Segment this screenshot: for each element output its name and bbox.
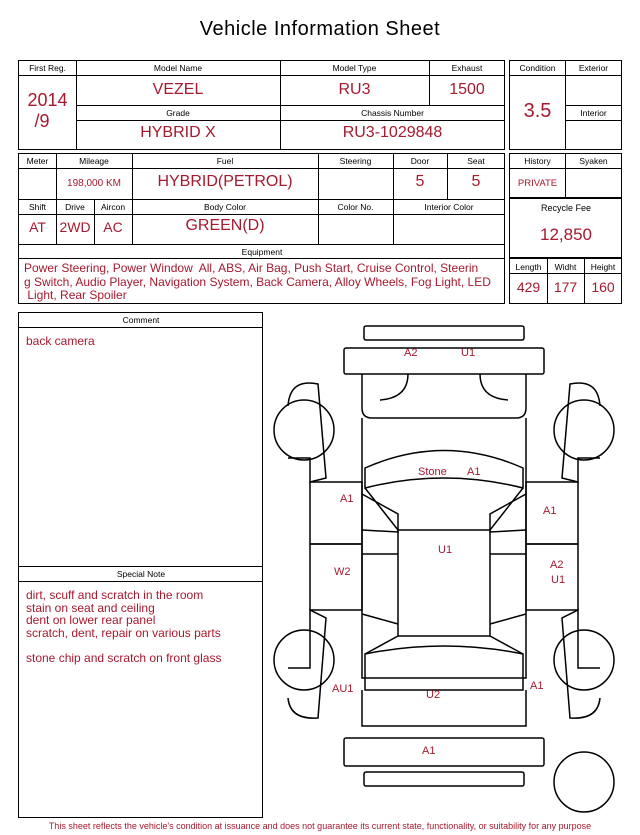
color-no-label: Color No. xyxy=(337,202,374,212)
damage-label-right-rear: A1 xyxy=(530,680,544,692)
drive-label: Drive xyxy=(65,202,85,212)
history-value: PRIVATE xyxy=(517,178,558,189)
equipment-line: Power Steering, Power Window All, ABS, Air Bag, Push Start, Cruise Control, Steerin xyxy=(24,261,479,275)
length-value: 429 xyxy=(516,279,541,295)
shift-value: AT xyxy=(29,219,46,235)
headlight-left-shape xyxy=(380,374,408,400)
special-note-line: scratch, dent, repair on various parts xyxy=(26,625,221,640)
hood-front-shape xyxy=(344,348,544,374)
damage-label-left-rear: AU1 xyxy=(332,683,354,695)
left-front-wheel-shape xyxy=(274,400,334,460)
mileage-label: Mileage xyxy=(79,156,109,166)
damage-label-right-rear-door-a: A2 xyxy=(550,559,564,571)
drive-value: 2WD xyxy=(59,219,91,235)
first-reg-label: First Reg. xyxy=(29,63,66,73)
meter-label: Meter xyxy=(26,156,49,166)
left-window-front-shape xyxy=(362,494,398,532)
comment-box xyxy=(18,312,263,567)
equipment-line: Light, Rear Spoiler xyxy=(24,288,127,302)
headlight-right-shape xyxy=(480,374,508,400)
damage-label-front-top-b: U1 xyxy=(461,347,476,359)
aircon-value: AC xyxy=(103,219,123,235)
special-note-line: dirt, scuff and scratch in the room xyxy=(26,588,204,602)
special-note-line xyxy=(26,639,221,652)
model-name-value: VEZEL xyxy=(152,81,204,98)
hood-shape xyxy=(362,374,526,418)
special-note-line: dent on lower rear panel xyxy=(26,613,156,627)
dimensions-block xyxy=(509,258,622,304)
seat-value: 5 xyxy=(471,173,481,190)
vehicle-info-block xyxy=(18,60,505,150)
left-rear-wheel-shape xyxy=(274,630,334,690)
front-bumper-shape xyxy=(364,326,524,340)
grade-value: HYBRID X xyxy=(140,124,216,141)
door-value: 5 xyxy=(415,173,425,190)
height-value: 160 xyxy=(591,279,615,295)
shift-label: Shift xyxy=(28,202,46,212)
mileage-value: 198,000 KM xyxy=(67,178,121,189)
interior-color-label: Interior Color xyxy=(424,202,474,212)
left-rear-fender-shape xyxy=(288,610,326,718)
special-note-label: Special Note xyxy=(116,569,166,579)
right-front-fender-shape xyxy=(562,383,600,482)
damage-label-front-top-a: A2 xyxy=(404,347,418,359)
left-front-door-shape xyxy=(310,482,362,544)
condition-score: 3.5 xyxy=(523,100,552,122)
history-label: History xyxy=(524,156,551,166)
right-window-rear-shape xyxy=(490,554,526,624)
length-label: Length xyxy=(515,262,542,272)
exterior-label: Exterior xyxy=(578,63,609,73)
equipment-line: g Switch, Audio Player, Navigation System, Back Camera, Alloy Wheels, Fog Light, LED xyxy=(24,274,491,289)
first-reg-year: 2014 xyxy=(27,90,68,110)
model-name-label: Model Name xyxy=(153,63,203,73)
right-rear-wheel-shape xyxy=(554,630,614,690)
model-type-label: Model Type xyxy=(332,63,377,73)
spare-wheel-shape xyxy=(554,752,614,812)
damage-label-rear-bumper: A1 xyxy=(422,745,436,757)
condition-block xyxy=(509,60,622,150)
special-note-text xyxy=(26,589,221,664)
car-damage-diagram xyxy=(270,318,620,818)
seat-label: Seat xyxy=(467,156,485,166)
rear-glass-shape xyxy=(365,646,523,690)
body-color-value: GREEN(D) xyxy=(185,217,265,234)
recycle-value: 12,850 xyxy=(540,225,592,244)
interior-label: Interior xyxy=(580,108,607,118)
exhaust-label: Exhaust xyxy=(451,63,483,73)
recycle-label: Recycle Fee xyxy=(540,203,592,213)
damage-label-left-front: A1 xyxy=(340,493,354,505)
damage-label-left-rear-door: W2 xyxy=(334,566,351,578)
page-title: Vehicle Information Sheet xyxy=(199,18,441,40)
history-block xyxy=(509,153,622,198)
grade-label: Grade xyxy=(166,108,190,118)
disclaimer-footer: This sheet reflects the vehicle's condition at issuance and does not guarantee its current state, functionality, or suitability for any purpose xyxy=(48,821,592,831)
steering-label: Steering xyxy=(339,156,372,166)
model-type-value: RU3 xyxy=(338,81,371,98)
damage-label-right-front: A1 xyxy=(543,505,557,517)
right-front-wheel-shape xyxy=(554,400,614,460)
door-label: Door xyxy=(410,156,430,166)
right-rear-fender-shape xyxy=(562,610,600,718)
damage-label-windshield-a: Stone xyxy=(418,466,447,478)
condition-label: Condition xyxy=(519,63,556,73)
comment-text: back camera xyxy=(26,334,95,348)
equipment-text xyxy=(24,262,504,303)
spec-block xyxy=(18,153,505,304)
left-front-fender-shape xyxy=(288,383,326,482)
fuel-label: Fuel xyxy=(216,156,234,166)
special-note-line: stone chip and scratch on front glass xyxy=(26,650,222,665)
fuel-value: HYBRID(PETROL) xyxy=(157,173,293,190)
height-label: Height xyxy=(590,262,616,272)
left-window-rear-shape xyxy=(362,554,398,624)
recycle-block xyxy=(509,198,622,258)
first-reg-month: /9 xyxy=(34,111,50,131)
damage-label-roof: U1 xyxy=(438,544,453,556)
body-color-label: Body Color xyxy=(203,202,247,212)
width-value: 177 xyxy=(553,279,578,295)
tailgate-shape xyxy=(362,690,526,726)
damage-label-right-rear-door-b: U1 xyxy=(551,574,566,586)
rear-bumper-shape xyxy=(344,738,544,766)
exhaust-value: 1500 xyxy=(449,81,485,98)
special-note-box xyxy=(18,566,263,818)
width-label: Widht xyxy=(554,262,577,272)
damage-label-windshield-b: A1 xyxy=(467,466,481,478)
roof-pillars-shape xyxy=(365,488,523,654)
equipment-label: Equipment xyxy=(241,247,283,257)
chassis-label: Chassis Number xyxy=(361,108,424,118)
damage-label-rear-glass: U2 xyxy=(426,689,441,701)
aircon-label: Aircon xyxy=(100,202,126,212)
right-window-front-shape xyxy=(490,494,526,532)
comment-label: Comment xyxy=(122,315,160,325)
special-note-line: stain on seat and ceiling xyxy=(26,600,155,615)
rear-step-shape xyxy=(364,772,524,786)
syaken-label: Syaken xyxy=(579,156,608,166)
chassis-value: RU3-1029848 xyxy=(342,124,443,141)
